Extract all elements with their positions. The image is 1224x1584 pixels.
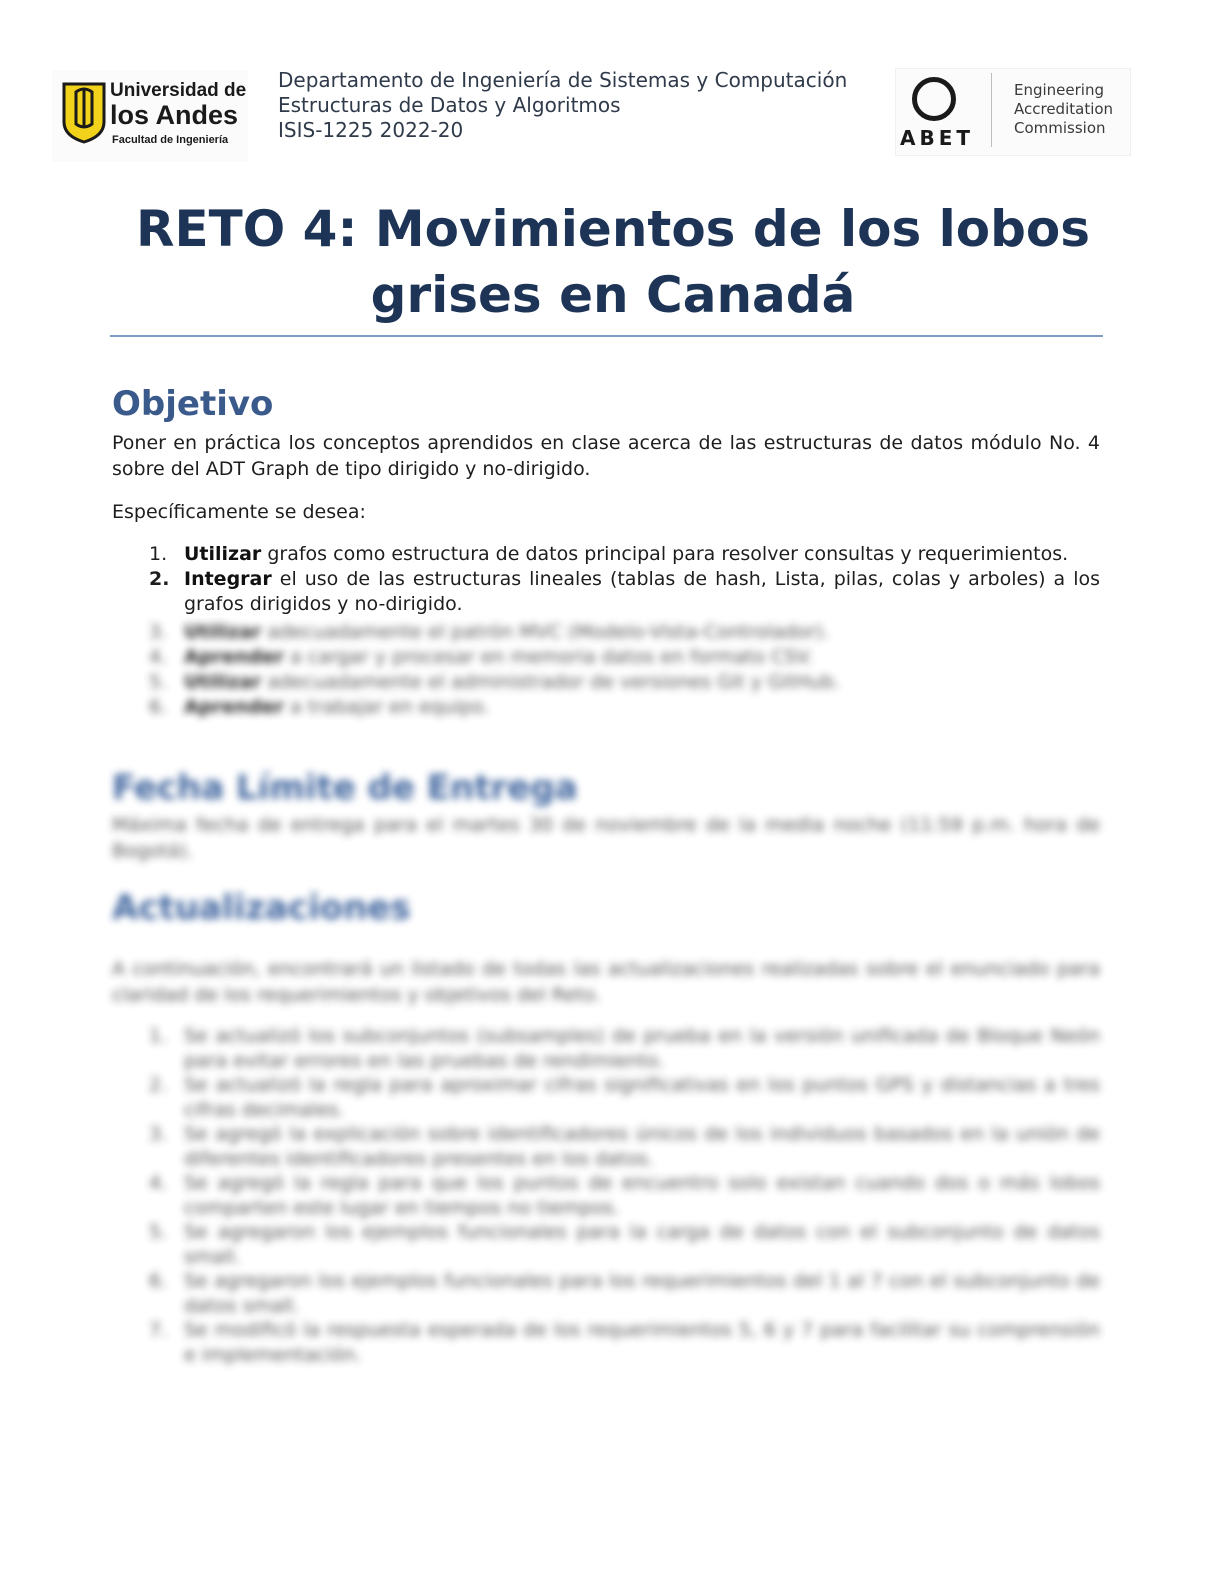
course-name: Estructuras de Datos y Algoritmos [278,93,621,117]
list-item-text: a cargar y procesar en memoria datos en formato CSV. [283,646,814,668]
list-number: 6. [149,696,168,718]
list-item-text: Se actualizó la regla para aproximar cifras significativas en los puntos GPS y distancias a tres cifras decimales. [184,1074,1100,1121]
list-item [112,1024,1100,1073]
list-item [112,1073,1100,1122]
list-item-text: Se agregó la regla para que los puntos de encuentro solo existan cuando dos o más lobos comparten este lugar en tiempos no tiempos. [184,1172,1100,1219]
list-item-verb: Utilizar [184,621,262,643]
logo-line-3: Facultad de Ingeniería [112,134,229,146]
list-number: 4. [149,646,168,668]
list-item-text: Se actualizó los subconjuntos (subsamples) de prueba en la versión unificada de Bloque Neón para evitar errores en las pruebas de rendimiento. [184,1025,1100,1072]
list-number: 2. [149,568,170,590]
list-number: 3. [149,1123,168,1145]
title-line-2: grises en Canadá [370,266,856,324]
list-item [112,620,1100,645]
list-number: 6. [149,1270,168,1292]
fecha-heading: Fecha Límite de Entrega [112,768,578,808]
logo-line-1: Universidad de [110,80,247,101]
list-item-text: Se modificó la respuesta esperada de los requerimientos 5, 6 y 7 para facilitar su comprensión e implementación. [184,1319,1100,1366]
list-item-text: adecuadamente el patrón MVC (Modelo-Vista-Controlador). [261,621,830,643]
list-number: 5. [149,1221,168,1243]
abet-word: ABET [900,126,975,150]
logo-line-2: los Andes [110,100,239,130]
actualizaciones-heading: Actualizaciones [112,888,411,928]
list-item-text: Se agregó la explicación sobre identificadores únicos de los individuos basados en la unión de diferentes identificadores presentes en los datos. [184,1123,1100,1170]
list-item-verb: Utilizar [184,671,262,693]
list-item-verb: Aprender [184,646,284,668]
list-item-verb: Utilizar [184,543,262,565]
list-item [112,1220,1100,1269]
list-item [112,670,1100,695]
objetivo-paragraph: Poner en práctica los conceptos aprendidos en clase acerca de las estructuras de datos módulo No. 4 sobre del ADT Graph de tipo dirigido y no-dirigido. [112,432,1100,480]
list-number: 2. [149,1074,168,1096]
list-item-text: Se agregaron los ejemplos funcionales para los requerimientos del 1 al 7 con el subconjunto de datos small. [184,1270,1100,1317]
list-number: 3. [149,621,168,643]
list-item-verb: Aprender [184,696,284,718]
list-number: 5. [149,671,168,693]
list-number: 4. [149,1172,168,1194]
list-item-text: adecuadamente el administrador de versiones Git y GitHub. [261,671,840,693]
list-number: 1. [149,1025,168,1047]
abet-caption-line: Accreditation [1014,100,1114,118]
department-name: Departamento de Ingeniería de Sistemas y Computación [278,68,848,92]
abet-caption-line: Engineering [1014,81,1104,99]
objetivo-list-blurred [112,620,1100,720]
actualizaciones-list [112,1024,1100,1367]
list-number: 1. [149,543,168,565]
course-code: ISIS-1225 2022-20 [278,118,464,142]
objetivo-intro: Específicamente se desea: [112,501,366,523]
title-line-1: RETO 4: Movimientos de los lobos [135,200,1091,258]
list-item [112,1171,1100,1220]
list-item-text: el uso de las estructuras lineales (tablas de hash, Lista, pilas, colas y arboles) a los grafos dirigidos y no-dirigido. [184,568,1100,615]
list-item-text: Se agregaron los ejemplos funcionales para la carga de datos con el subconjunto de datos small. [184,1221,1100,1268]
list-item [112,1269,1100,1318]
list-item-text: a trabajar en equipo. [283,696,490,718]
list-item-verb: Integrar [184,568,272,590]
list-item [112,1122,1100,1171]
list-item [112,1318,1100,1367]
list-item [112,695,1100,720]
actualizaciones-paragraph: A continuación, encontrará un listado de todas las actualizaciones realizadas sobre el enunciado para claridad de los requerimientos y objetivos del Reto. [112,958,1100,1006]
fecha-paragraph: Máxima fecha de entrega para el martes 30 de noviembre de la media noche (11:59 p.m. hora de Bogotá). [112,814,1100,862]
objetivo-heading: Objetivo [112,384,274,424]
list-item [112,645,1100,670]
list-number: 7. [149,1319,168,1341]
list-item-text: grafos como estructura de datos principal para resolver consultas y requerimientos. [261,543,1069,565]
abet-caption-line: Commission [1014,119,1106,137]
